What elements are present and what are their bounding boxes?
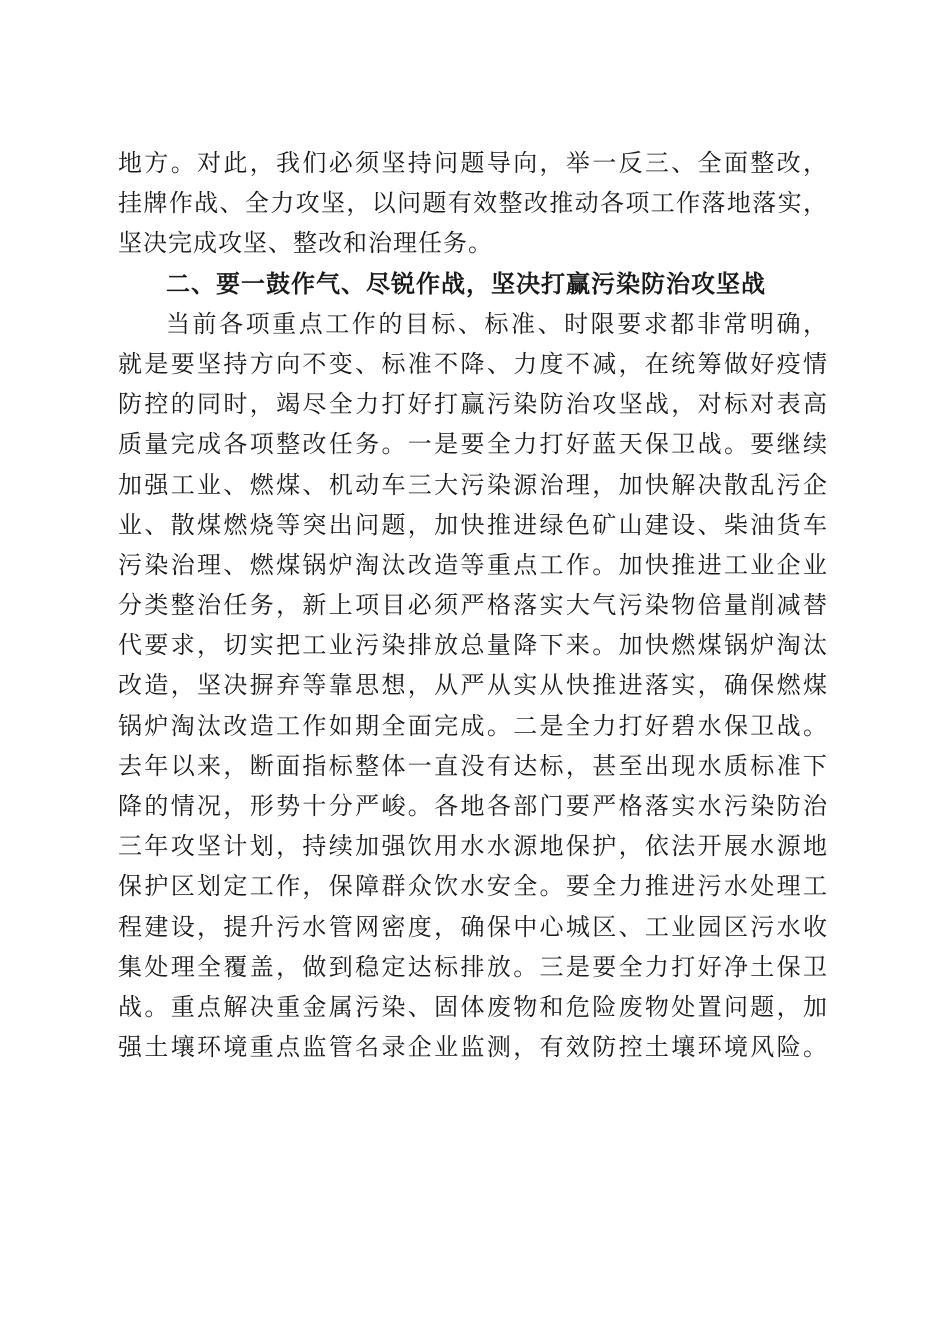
text-line: 锅炉淘汰改造工作如期全面完成。二是全力打好碧水保卫战。 [118, 711, 828, 740]
paragraph-intro [118, 143, 828, 264]
text-line: 质量完成各项整改任务。一是要全力打好蓝天保卫战。要继续 [118, 430, 828, 459]
paragraph-main [118, 304, 828, 1108]
text-line: 集处理全覆盖，做到稳定达标排放。三是要全力打好净土保卫 [118, 952, 828, 981]
text-line [118, 1067, 828, 1107]
text-line: 程建设，提升污水管网密度，确保中心城区、工业园区污水收 [118, 912, 828, 941]
heading-line: 二、要一鼓作气、尽锐作战，坚决打赢污染防治攻坚战 [166, 269, 766, 298]
text-line: 战。重点解决重金属污染、固体废物和危险废物处置问题，加 [118, 992, 828, 1021]
text-line: 代要求，切实把工业污染排放总量降下来。加快燃煤锅炉淘汰 [118, 631, 828, 660]
text-line: 当前各项重点工作的目标、标准、时限要求都非常明确， [166, 309, 828, 338]
text-line: 加强工业、燃煤、机动车三大污染源治理，加快解决散乱污企 [118, 470, 828, 499]
text-line: 强土壤环境重点监管名录企业监测，有效防控土壤环境风险。 [118, 1033, 828, 1062]
text-line: 去年以来，断面指标整体一直没有达标，甚至出现水质标准下 [118, 751, 828, 780]
text-line: 地方。对此，我们必须坚持问题导向，举一反三、全面整改， [118, 149, 828, 177]
text-line: 三年攻坚计划，持续加强饮用水水源地保护，依法开展水源地 [118, 832, 828, 861]
section-heading [118, 264, 828, 304]
document-body [118, 143, 828, 1108]
text-line: 业、散煤燃烧等突出问题，加快推进绿色矿山建设、柴油货车 [118, 510, 828, 539]
text-line: 污染治理、燃煤锅炉淘汰改造等重点工作。加快推进工业企业 [118, 550, 828, 579]
text-line: 防控的同时，竭尽全力打好打赢污染防治攻坚战，对标对表高 [118, 390, 828, 419]
text-line: 保护区划定工作，保障群众饮水安全。要全力推进污水处理工 [118, 872, 828, 901]
text-line: 挂牌作战、全力攻坚，以问题有效整改推动各项工作落地落实， [118, 189, 828, 218]
text-line: 分类整治任务，新上项目必须严格落实大气污染物倍量削减替 [118, 591, 828, 620]
text-line: 坚决完成攻坚、整改和治理任务。 [118, 229, 493, 258]
text-line: 就是要坚持方向不变、标准不降、力度不减，在统筹做好疫情 [118, 349, 828, 378]
text-line: 降的情况，形势十分严峻。各地各部门要严格落实水污染防治 [118, 792, 828, 820]
text-line: 改造，坚决摒弃等靠思想，从严从实从快推进落实，确保燃煤 [118, 671, 828, 700]
